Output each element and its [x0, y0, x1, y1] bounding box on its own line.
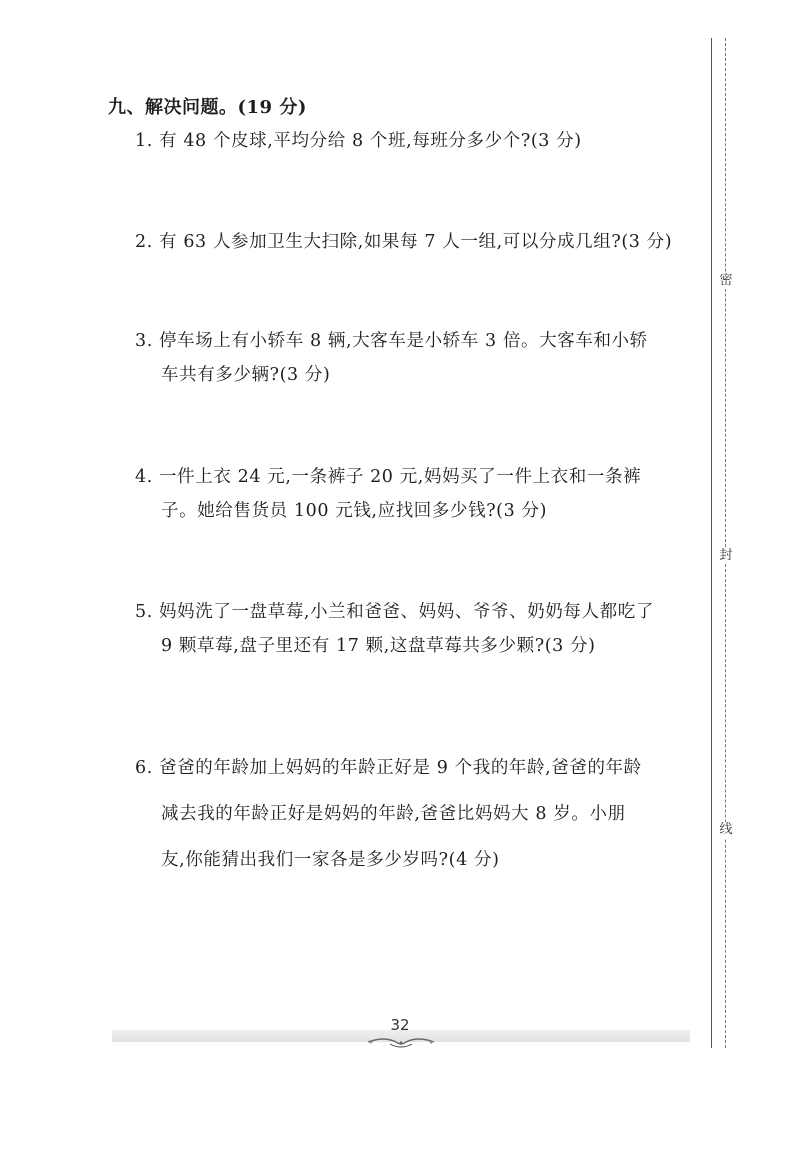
binding-dashed-line: [725, 38, 726, 1048]
binding-label-xian: 线: [719, 822, 733, 837]
binding-label-mi: 密: [719, 273, 733, 288]
section-title: 九、解决问题。(19 分): [108, 97, 307, 118]
question-1-line-1: 1. 有 48 个皮球,平均分给 8 个班,每班分多少个?(3 分): [135, 131, 582, 151]
question-2-line-1: 2. 有 63 人参加卫生大扫除,如果每 7 人一组,可以分成几组?(3 分): [135, 232, 673, 252]
question-3-line-2: 车共有多少辆?(3 分): [161, 365, 331, 385]
question-6-line-3: 友,你能猜出我们一家各是多少岁吗?(4 分): [161, 850, 500, 870]
question-1: [135, 124, 705, 158]
binding-label-feng: 封: [719, 548, 733, 563]
question-6: [135, 745, 705, 883]
question-6-line-2: 减去我的年龄正好是妈妈的年龄,爸爸比妈妈大 8 岁。小朋: [161, 804, 626, 824]
footer-ornament-icon: [366, 1034, 436, 1050]
question-3: [135, 324, 705, 392]
question-4-line-1: 4. 一件上衣 24 元,一条裤子 20 元,妈妈买了一件上衣和一条裤: [135, 467, 642, 487]
question-4: [135, 460, 705, 528]
question-6-line-1: 6. 爸爸的年龄加上妈妈的年龄正好是 9 个我的年龄,爸爸的年龄: [135, 758, 642, 778]
question-4-line-2: 子。她给售货员 100 元钱,应找回多少钱?(3 分): [161, 501, 548, 521]
question-2: [135, 225, 705, 259]
page-number: 32: [390, 1016, 410, 1034]
question-5-line-2: 9 颗草莓,盘子里还有 17 颗,这盘草莓共多少颗?(3 分): [161, 636, 596, 656]
question-3-line-1: 3. 停车场上有小轿车 8 辆,大客车是小轿车 3 倍。大客车和小轿: [135, 331, 648, 351]
question-5: [135, 595, 705, 663]
binding-solid-line: [711, 38, 712, 1048]
question-5-line-1: 5. 妈妈洗了一盘草莓,小兰和爸爸、妈妈、爷爷、奶奶每人都吃了: [135, 602, 654, 622]
